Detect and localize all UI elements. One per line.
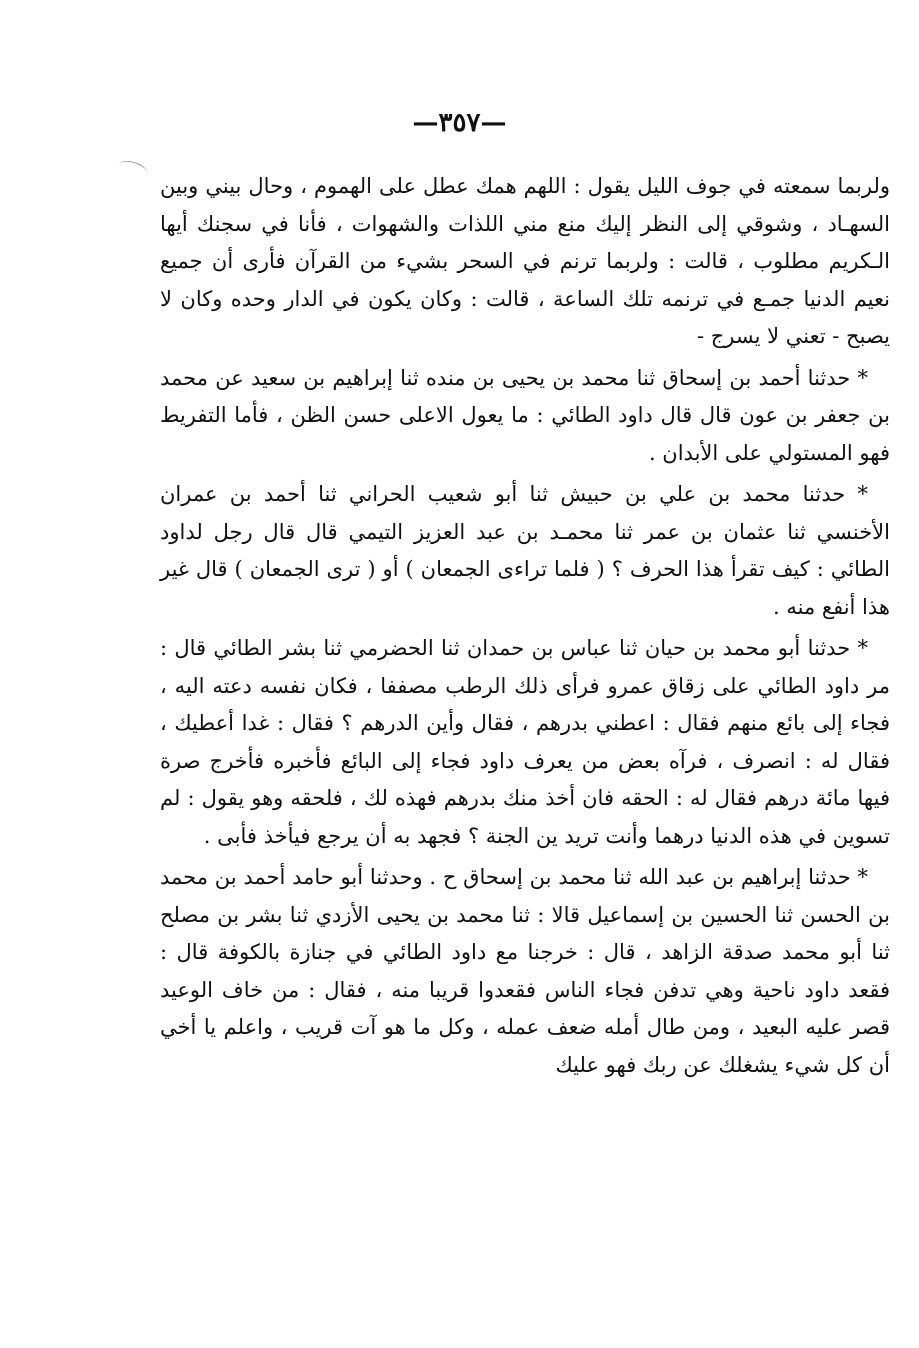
- page-number: —٣٥٧—: [412, 108, 507, 138]
- paragraph-4: * حدثنا أبو محمد بن حيان ثنا عباس بن حمدان ثنا الحضرمي ثنا بشر الطائي قال : مر داود الطائي على زقاق عمرو فرأى ذلك الرطب مصففا ، فكان نفسه دعته اليه ، فجاء إلى بائع منهم فقال : اعطني بدرهم ، فقال وأين الدرهم ؟ فقال : غدا أعطيك ، فقال له : انصرف ، فرآه بعض من يعرف داود فجاء إلى البائع فأخبره فأخرج صرة فيها مائة درهم فقال له : الحقه فان أخذ منك بدرهم فهذه لك ، فلحقه وهو يقول : لم تسوين في هذه الدنيا درهما وأنت تريد ين الجنة ؟ فجهد به أن يرجع فيأخذ فأبى .: [160, 636, 890, 848]
- paragraph-5: * حدثنا إبراهيم بن عبد الله ثنا محمد بن إسحاق ح . وحدثنا أبو حامد أحمد بن محمد بن الحسن ثنا الحسين بن إسماعيل قالا : ثنا محمد بن يحيى الأزدي ثنا بشر بن مصلح ثنا أبو محمد صدقة الزاهد ، قال : خرجنا مع داود الطائي في جنازة بالكوفة قال : فقعد داود ناحية وهي تدفن فجاء الناس فقعدوا قريبا منه ، فقال : من خاف الوعيد قصر عليه البعيد ، ومن طال أمله ضعف عمله ، وكل ما هو آت قريب ، واعلم يا أخي أن كل شيء يشغلك عن ربك فهو عليك: [160, 865, 890, 1077]
- paragraph-3: * حدثنا محمد بن علي بن حبيش ثنا أبو شعيب الحراني ثنا أحمد بن عمران الأخنسي ثنا عثمان بن عمر ثنا محمـد بن عبد العزيز التيمي قال قال رجل لداود الطائي : كيف تقرأ هذا الحرف ؟ ( فلما تراءى الجمعان ) أو ( ترى الجمعان ) قال غير هذا أنفع منه .: [160, 482, 890, 619]
- margin-mark: [116, 158, 149, 182]
- paragraph-2: * حدثنا أحمد بن إسحاق ثنا محمد بن يحيى بن منده ثنا إبراهيم بن سعيد عن محمد بن جعفر بن عون قال قال داود الطائي : ما يعول الاعلى حسن الظن ، فأما التفريط فهو المستولي على الأبدان .: [160, 365, 890, 465]
- text-body: [160, 168, 890, 1084]
- paragraph-1: ولربما سمعته في جوف الليل يقول : اللهم همك عطل على الهموم ، وحال بيني وبين السهـاد ، وشوقي إلى النظر إليك منع مني اللذات والشهوات ، فأنا في سجنك أيها الـكريم مطلوب ، قالت : ولربما ترنم في السحر بشيء من القرآن فأرى أن جميع نعيم الدنيا جمـع في ترنمه تلك الساعة ، قالت : وكان يكون في الدار وحده وكان لا يصبح - تعني لا يسرج -: [160, 174, 890, 348]
